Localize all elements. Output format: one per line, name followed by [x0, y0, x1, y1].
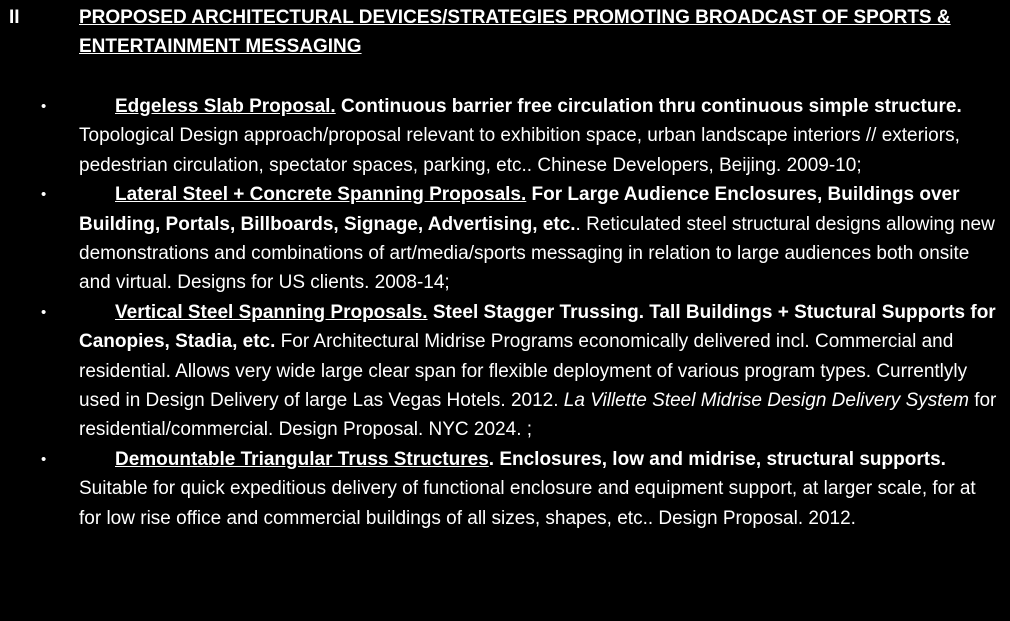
list-item	[41, 92, 1003, 180]
item-subtitle: . Enclosures, low and midrise, structural supports.	[488, 448, 946, 470]
list-item	[41, 180, 1003, 298]
item-title: Vertical Steel Spanning Proposals.	[115, 301, 428, 323]
list-item	[41, 298, 1003, 445]
item-body: For Architectural Midrise Programs economically delivered incl. Commercial and residential. Allows very wide large clear span for flexible deployment of various program types. Currentlyly used in Design Delivery of large Las Vegas Hotels. 2012.	[79, 331, 968, 412]
item-body-after: for residential/commercial. Design Proposal. NYC 2024. ;	[79, 390, 997, 441]
item-title: Lateral Steel + Concrete Spanning Proposals.	[115, 184, 527, 206]
bullet-icon: •	[41, 98, 47, 115]
item-body: Topological Design approach/proposal relevant to exhibition space, urban landscape interiors // exteriors, pedestrian circulation, spectator spaces, parking, etc.. Chinese Developers, Beijing. 2009-10;	[79, 125, 960, 176]
proposal-list	[41, 92, 1003, 533]
bullet-icon: •	[41, 186, 47, 204]
bullet-icon: •	[41, 450, 47, 468]
section-heading: PROPOSED ARCHITECTURAL DEVICES/STRATEGIES PROMOTING BROADCAST OF SPORTS & ENTERTAINMENT MESSAGING	[79, 7, 951, 58]
list-item	[41, 445, 1003, 533]
item-title: Demountable Triangular Truss Structures	[115, 448, 489, 470]
bullet-icon: •	[41, 303, 47, 321]
section-number: II	[9, 7, 20, 28]
item-subtitle: For Large Audience Enclosures, Buildings over Building, Portals, Billboards, Signage, Advertising, etc.	[79, 184, 960, 235]
item-italic-title: La Villette Steel Midrise Design Delivery System	[563, 390, 969, 412]
item-subtitle: Continuous barrier free circulation thru continuous simple structure.	[335, 96, 962, 117]
item-subtitle: Steel Stagger Trussing. Tall Buildings + Stuctural Supports for Canopies, Stadia, etc.	[79, 301, 996, 353]
item-body: . Reticulated steel structural designs allowing new demonstrations and combinations of art/media/sports messaging in relation to large audiences both onsite and virtual. Designs for US clients. 2008-14;	[79, 213, 995, 294]
item-title: Edgeless Slab Proposal.	[115, 96, 336, 117]
item-body: Suitable for quick expeditious delivery of functional enclosure and equipment support, at larger scale, for at for low rise office and commercial buildings of all sizes, shapes, etc.. Design Proposal. 2012.	[79, 478, 976, 529]
